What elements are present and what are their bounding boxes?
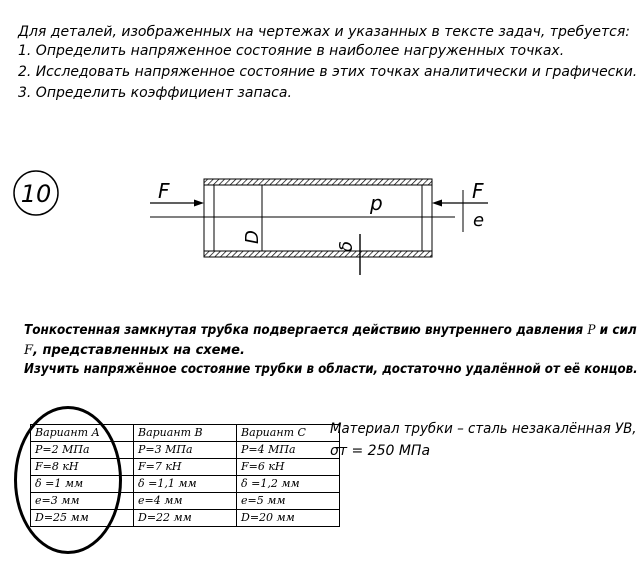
table-cell: e=3 мм [31,493,134,510]
table-cell: δ =1 мм [31,476,134,493]
table-cell: δ =1,2 мм [237,476,340,493]
table-cell: F=6 кН [237,459,340,476]
intro-heading: Для деталей, изображенных на чертежах и указанных в тексте задач, требуется: [18,24,630,40]
table-row [31,476,340,493]
material-line-2: σт = 250 МПа [330,443,431,459]
table-cell: P=2 МПа [31,442,134,459]
force-symbol: F [24,343,34,358]
header-variant-a: Вариант А [31,425,134,442]
tube-wall-top [204,179,432,185]
table-cell: e=5 мм [237,493,340,510]
thickness-label: δ [336,240,357,252]
pressure-label: p [370,191,383,215]
header-variant-c: Вариант С [237,425,340,442]
tube-wall-bottom [204,251,432,257]
description-line-1-end: и сил [599,323,637,338]
table-cell: F=8 кН [31,459,134,476]
table-cell: P=4 МПа [237,442,340,459]
eccentricity-label: e [473,210,485,231]
task-1: 1. Определить напряженное состояние в наиболее нагруженных точках. [18,43,565,59]
table-row [31,442,340,459]
table-cell: F=7 кН [134,459,237,476]
description-line-2 [24,343,245,358]
description-line-3: Изучить напряжённое состояние трубки в области, достаточно удалённой от её концов. [24,362,638,377]
description-line-2-text: , представленных на схеме. [33,343,245,358]
description-line-1 [24,323,637,338]
material-line-1: Материал трубки – сталь незакалённая УВ, [330,421,637,437]
header-variant-b: Вариант В [134,425,237,442]
description-line-1-start: Тонкостенная замкнутая трубка подвергается действию внутреннего давления [24,323,584,338]
force-right-label: F [472,179,484,203]
problem-number: 10 [20,180,52,208]
diameter-label: D [242,230,263,244]
table-row [31,459,340,476]
table-cell: D=22 мм [134,510,237,527]
force-left-label: F [158,179,170,203]
table-cell: P=3 МПа [134,442,237,459]
task-3: 3. Определить коэффициент запаса. [18,85,292,101]
table-row [31,493,340,510]
table-cell: δ =1,1 мм [134,476,237,493]
task-2: 2. Исследовать напряженное состояние в этих точках аналитически и графически. [18,64,638,80]
table-row [31,510,340,527]
table-cell: e=4 мм [134,493,237,510]
tube-drawing [0,160,641,285]
variants-table [30,424,340,527]
table-cell: D=25 мм [31,510,134,527]
table-cell: D=20 мм [237,510,340,527]
pressure-symbol: P [587,323,596,338]
table-header-row [31,425,340,442]
